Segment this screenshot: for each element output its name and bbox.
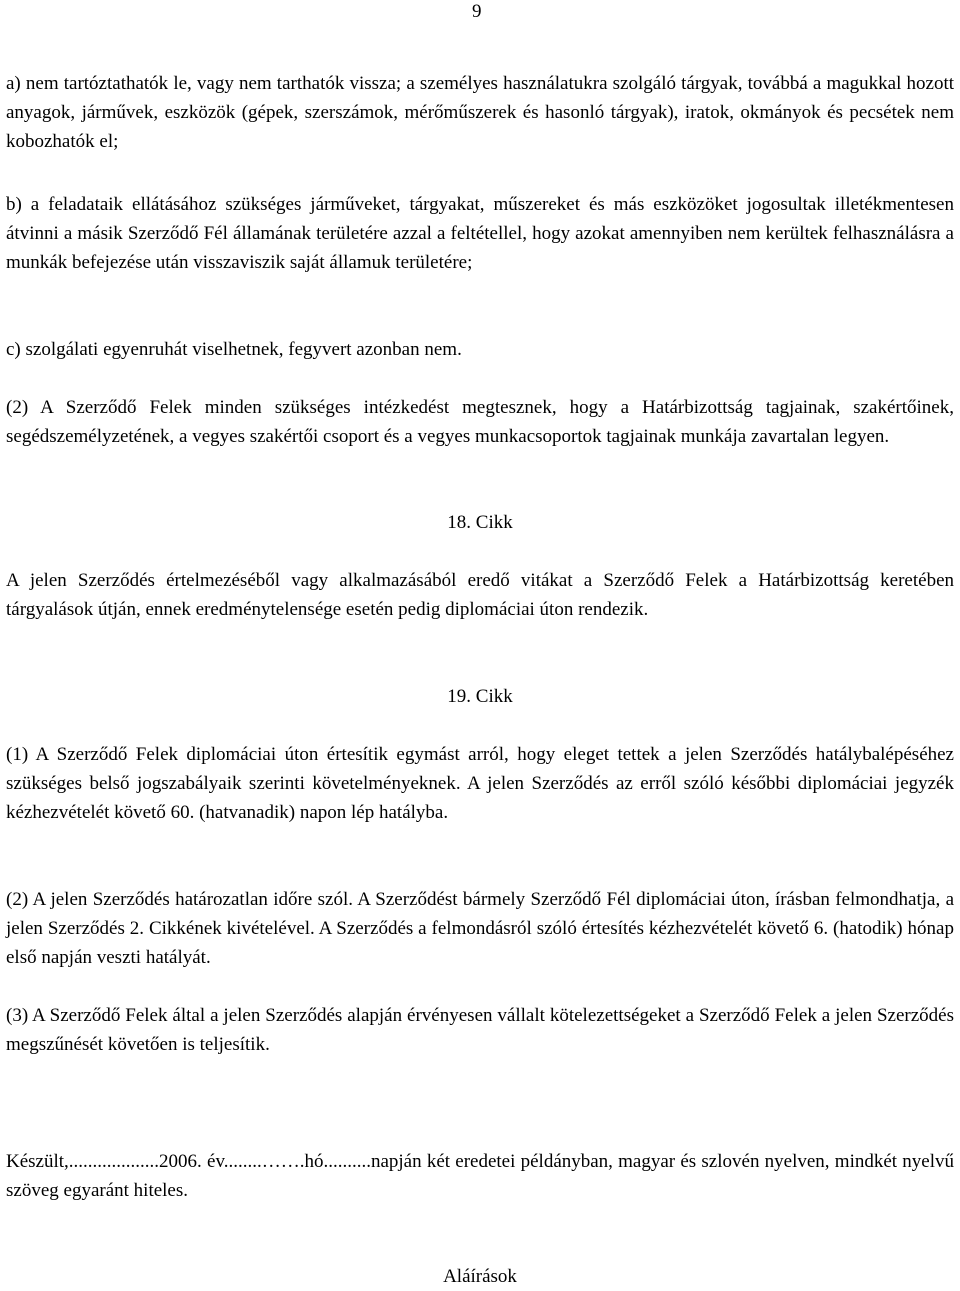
article-18-heading: 18. Cikk (447, 512, 513, 533)
paragraph-point-b: b) a feladataik ellátásához szükséges járműveket, tárgyakat, műszereket és más eszközöket jogosultak illetékmentesen átvinni a másik Szerződő Fél államának területére azzal a feltétellel, hogy azokat amennyiben nem kerültek felhasználásra a munkák befejezése után visszaviszik saját államuk területére; (6, 194, 954, 273)
article-18-text: A jelen Szerződés értelmezéséből vagy alkalmazásából eredő vitákat a Szerződő Felek a Határbizottság keretében tárgyalások útján, ennek eredménytelensége esetén pedig diplomáciai úton rendezik. (6, 570, 954, 620)
signatures-label: Aláírások (443, 1266, 517, 1287)
paragraph-section-2: (2) A Szerződő Felek minden szükséges intézkedést megtesznek, hogy a Határbizottság tagjainak, szakértőinek, segédszemélyzetének, a vegyes szakértői csoport és a vegyes munkacsoportok tagjainak munkája zavartalan legyen. (6, 397, 954, 447)
page-number: 9 (472, 1, 482, 22)
article-19-section-3: (3) A Szerződő Felek által a jelen Szerződés alapján érvényesen vállalt kötelezettségeket a Szerződő Felek a jelen Szerződés megszűnését követően is teljesítik. (6, 1005, 954, 1055)
article-19-heading: 19. Cikk (447, 686, 513, 707)
article-19-section-2: (2) A jelen Szerződés határozatlan időre szól. A Szerződést bármely Szerződő Fél diplomáciai úton, írásban felmondhatja, a jelen Szerződés 2. Cikkének kivételével. A Szerződés a felmondásról szóló értesítés kézhezvételét követő 6. (hatodik) hónap első napján veszti hatályát. (6, 889, 954, 968)
article-19-section-1: (1) A Szerződő Felek diplomáciai úton értesítik egymást arról, hogy eleget tettek a jelen Szerződés hatálybalépéséhez szükséges belső jogszabályaik szerinti követelményeknek. A jelen Szerződés az erről szóló későbbi diplomáciai jegyzék kézhezvételét követő 60. (hatvanadik) napon lép hatályba. (6, 744, 954, 823)
paragraph-point-a: a) nem tartóztathatók le, vagy nem tarthatók vissza; a személyes használatukra szolgáló tárgyak, továbbá a magukkal hozott anyagok, járművek, eszközök (gépek, szerszámok, mérőműszerek és hasonló tárgyak), iratok, okmányok és pecsétek nem kobozhatók el; (6, 73, 954, 152)
closing-statement: Készült,...................2006. év........…….hó..........napján két eredetei példányban, magyar és szlovén nyelven, mindkét nyelvű szöveg egyaránt hiteles. (6, 1151, 954, 1201)
paragraph-point-c: c) szolgálati egyenruhát viselhetnek, fegyvert azonban nem. (6, 339, 462, 360)
